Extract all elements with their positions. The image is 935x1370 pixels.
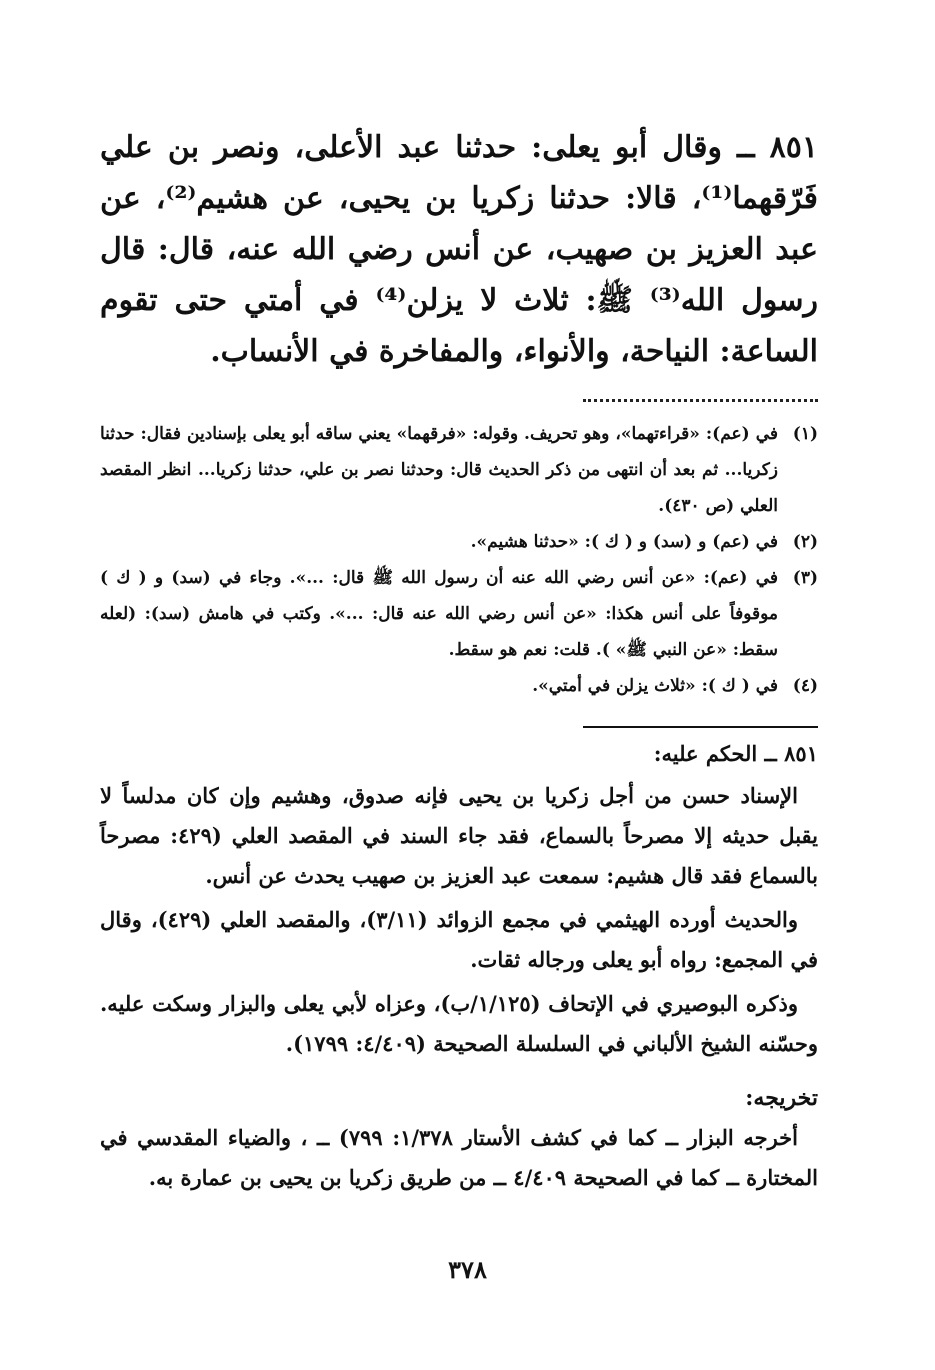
page-number: ٣٧٨ bbox=[448, 1255, 487, 1284]
ruling-paragraph: وذكره البوصيري في الإتحاف (١/١٢٥/ب)، وعزاه لأبي يعلى والبزار وسكت عليه. وحسّنه الشيخ الألباني في السلسلة الصحيحة (٤/٤٠٩: ١٧٩٩). bbox=[100, 991, 818, 1056]
footnote-text: في (عم): «قراءتهما»، وهو تحريف. وقوله: «فرقهما» يعني ساقه أبو يعلى بإسنادين فقال: حدثنا زكريا... ثم بعد أن انتهى من ذكر الحديث قال: وحدثنا نصر بن علي، حدثنا زكريا... انظر المقصد العلي (ص ٤٣٠). bbox=[100, 424, 778, 516]
footnote-item bbox=[100, 524, 818, 560]
section-divider-rule bbox=[583, 726, 818, 728]
footnote-item bbox=[100, 560, 818, 668]
ruling-paragraph: الإسناد حسن من أجل زكريا بن يحيى فإنه صدوق، وهشيم وإن كان مدلساً لا يقبل حديثه إلا مصرحاً بالسماع، فقد جاء السند في المقصد العلي (٤٢٩: مصرحاً بالسماع فقد قال هشيم: سمعت عبد العزيز بن صهيب يحدث عن أنس. bbox=[100, 783, 818, 888]
takhrij-paragraph: أخرجه البزار ــ كما في كشف الأستار ١/٣٧٨: ٧٩٩) ــ ، والضياء المقدسي في المختارة ــ كما في الصحيحة ٤/٤٠٩ ــ من طريق زكريا بن يحيى بن عمارة به. bbox=[100, 1125, 818, 1190]
footnote-number: (١) bbox=[792, 424, 818, 444]
ruling-paragraph: والحديث أورده الهيثمي في مجمع الزوائد (٣/١١)، والمقصد العلي (٤٢٩)، وقال في المجمع: رواه أبو يعلى ورجاله ثقات. bbox=[100, 907, 818, 972]
ruling-heading: ٨٥١ ــ الحكم عليه: bbox=[653, 741, 818, 766]
footnote-item bbox=[100, 668, 818, 704]
footnote-item bbox=[100, 416, 818, 524]
hadith-text: ٨٥١ ــ وقال أبو يعلى: حدثنا عبد الأعلى، ونصر بن علي فَرّقهما⁽¹⁾، قالا: حدثنا زكريا بن يحيى، عن هشيم⁽²⁾، عن عبد العزيز بن صهيب، عن أنس رضي الله عنه، قال: قال رسول الله⁽³⁾ ﷺ: ثلاث لا يزلن⁽⁴⁾ في أمتي حتى تقوم الساعة: النياحة، والأنواء، والمفاخرة في الأنساب. bbox=[100, 130, 818, 369]
page-body bbox=[100, 122, 818, 1198]
takhrij-heading: تخريجه: bbox=[745, 1085, 818, 1111]
footnotes bbox=[100, 416, 818, 704]
footnote-number: (٣) bbox=[792, 568, 818, 588]
footnote-text: في ( ك ): «ثلاث يزلن في أمتي». bbox=[532, 676, 778, 696]
footnote-number: (٢) bbox=[792, 532, 818, 552]
footnote-number: (٤) bbox=[792, 676, 818, 696]
footnote-separator-dots bbox=[583, 389, 818, 402]
footnote-text: في (عم) و (سد) و ( ك ): «حدثنا هشيم». bbox=[470, 532, 778, 552]
footnote-text: في (عم): «عن أنس رضي الله عنه أن رسول الله ﷺ قال: ...». وجاء في (سد) و ( ك ) موقوفاً على أنس هكذا: «عن أنس رضي الله عنه قال: ...». وكتب في هامش (سد): (لعله سقط: «عن النبي ﷺ» ). قلت: نعم هو سقط. bbox=[100, 568, 778, 660]
